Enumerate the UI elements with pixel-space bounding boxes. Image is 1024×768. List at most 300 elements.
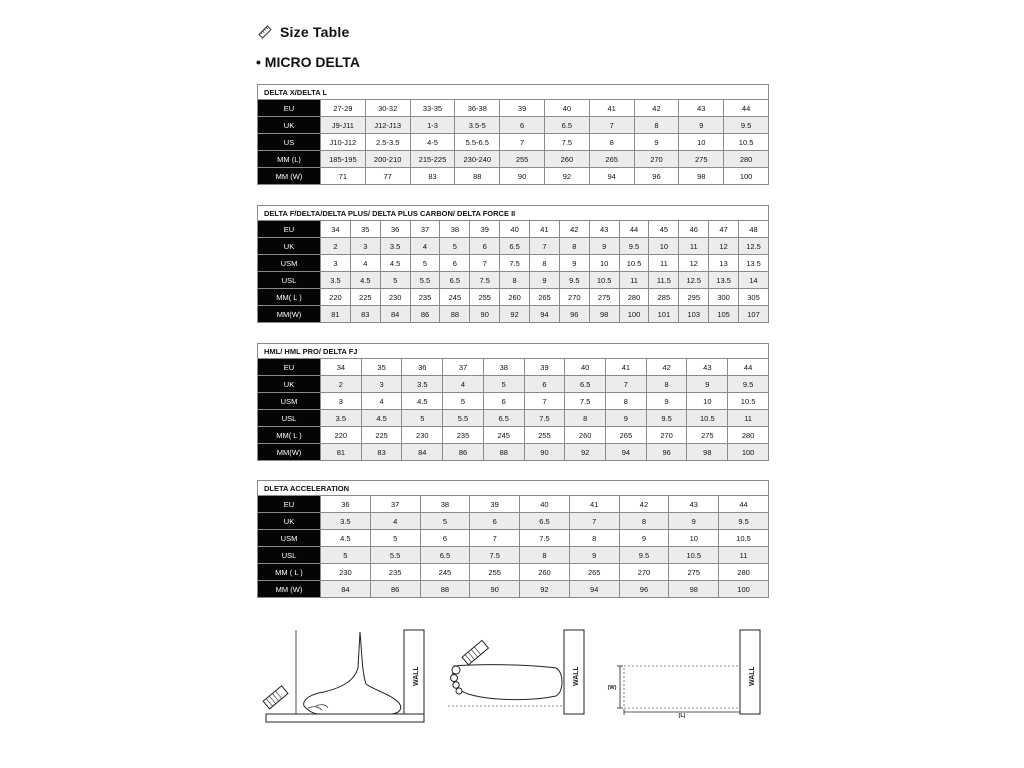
table-cell: 11 bbox=[649, 255, 679, 272]
table-cell: 100 bbox=[719, 581, 769, 598]
table-cell: 34 bbox=[321, 359, 362, 376]
table-cell: 11 bbox=[728, 410, 769, 427]
table-cell: 86 bbox=[410, 306, 440, 323]
table-cell: 36 bbox=[321, 496, 371, 513]
table-cell: 7.5 bbox=[470, 547, 520, 564]
table-cell: J12-J13 bbox=[365, 117, 410, 134]
table-cell: 13.5 bbox=[709, 272, 739, 289]
table-cell: 10.5 bbox=[687, 410, 728, 427]
table-row bbox=[258, 117, 769, 134]
table-cell: 94 bbox=[589, 168, 634, 185]
table-cell: 10.5 bbox=[669, 547, 719, 564]
table-cell: 7 bbox=[530, 238, 560, 255]
table-cell: 84 bbox=[321, 581, 371, 598]
table-caption: DELTA X/DELTA L bbox=[258, 85, 769, 100]
table-row bbox=[258, 564, 769, 581]
table-cell: 100 bbox=[619, 306, 649, 323]
table-cell: 88 bbox=[455, 168, 500, 185]
table-cell: 44 bbox=[619, 221, 649, 238]
table-cell: 84 bbox=[380, 306, 410, 323]
table-cell: 90 bbox=[470, 581, 520, 598]
table-row bbox=[258, 496, 769, 513]
table-row bbox=[258, 359, 769, 376]
table-cell: 8 bbox=[569, 530, 619, 547]
table-row bbox=[258, 306, 769, 323]
table-cell: 260 bbox=[565, 427, 606, 444]
row-label: MM ( L ) bbox=[258, 564, 321, 581]
table-cell: 90 bbox=[500, 168, 545, 185]
table-cell: 6 bbox=[470, 238, 500, 255]
side-view-diagram bbox=[263, 630, 424, 722]
table-cell: 4 bbox=[410, 238, 440, 255]
table-cell: 36-38 bbox=[455, 100, 500, 117]
table-cell: 47 bbox=[709, 221, 739, 238]
table-cell: 12 bbox=[679, 255, 709, 272]
table-row bbox=[258, 151, 769, 168]
table-cell: 39 bbox=[524, 359, 565, 376]
row-label: UK bbox=[258, 376, 321, 393]
wall-label-3: WALL bbox=[749, 666, 756, 686]
table-cell: 6 bbox=[470, 513, 520, 530]
table-cell: 10.5 bbox=[619, 255, 649, 272]
table-cell: 245 bbox=[483, 427, 524, 444]
size-table-delta-f bbox=[257, 205, 769, 323]
row-label: USL bbox=[258, 272, 321, 289]
table-cell: 260 bbox=[520, 564, 570, 581]
row-label: UK bbox=[258, 513, 321, 530]
table-cell: 5 bbox=[380, 272, 410, 289]
table-cell: 4 bbox=[370, 513, 420, 530]
table-cell: 285 bbox=[649, 289, 679, 306]
title-row bbox=[258, 24, 349, 40]
table-cell: 9 bbox=[589, 238, 619, 255]
table-cell: 235 bbox=[410, 289, 440, 306]
table-cell: 225 bbox=[350, 289, 380, 306]
table-cell: 235 bbox=[443, 427, 484, 444]
table-cell: 7 bbox=[470, 530, 520, 547]
table-cell: 6 bbox=[440, 255, 470, 272]
table-cell: 8 bbox=[646, 376, 687, 393]
table-cell: 260 bbox=[500, 289, 530, 306]
table-cell: 270 bbox=[559, 289, 589, 306]
row-label: MM(W) bbox=[258, 444, 321, 461]
table-cell: 44 bbox=[728, 359, 769, 376]
table-cell: 83 bbox=[361, 444, 402, 461]
table-cell: 5 bbox=[440, 238, 470, 255]
table-cell: 3 bbox=[350, 238, 380, 255]
table-cell: 43 bbox=[669, 496, 719, 513]
table-cell: 5 bbox=[443, 393, 484, 410]
table-cell: 245 bbox=[440, 289, 470, 306]
table-cell: 27-29 bbox=[321, 100, 366, 117]
table-cell: 9 bbox=[679, 117, 724, 134]
table-cell: 280 bbox=[728, 427, 769, 444]
wall-label-1: WALL bbox=[413, 666, 420, 686]
table-cell: 88 bbox=[420, 581, 470, 598]
table-cell: 40 bbox=[520, 496, 570, 513]
size-table-hml bbox=[257, 343, 769, 461]
table-cell: 270 bbox=[634, 151, 679, 168]
table-cell: 4.5 bbox=[402, 393, 443, 410]
table-cell: 7 bbox=[524, 393, 565, 410]
table-cell: 5 bbox=[420, 513, 470, 530]
table-cell: 8 bbox=[589, 134, 634, 151]
table-cell: 7.5 bbox=[470, 272, 500, 289]
table-cell: J9-J11 bbox=[321, 117, 366, 134]
table-cell: 8 bbox=[634, 117, 679, 134]
table-cell: 5.5-6.5 bbox=[455, 134, 500, 151]
row-label: USL bbox=[258, 410, 321, 427]
table-cell: 88 bbox=[483, 444, 524, 461]
table-cell: 43 bbox=[687, 359, 728, 376]
table-cell: 13.5 bbox=[739, 255, 769, 272]
table-row bbox=[258, 410, 769, 427]
row-label: MM (L) bbox=[258, 151, 321, 168]
table-cell: 13 bbox=[709, 255, 739, 272]
table-cell: 7.5 bbox=[544, 134, 589, 151]
row-label: US bbox=[258, 134, 321, 151]
table-cell: 33-35 bbox=[410, 100, 455, 117]
table-cell: 37 bbox=[443, 359, 484, 376]
table-cell: 6 bbox=[524, 376, 565, 393]
table-cell: 42 bbox=[646, 359, 687, 376]
table-cell: 3.5 bbox=[402, 376, 443, 393]
measurement-diagrams bbox=[258, 624, 770, 730]
table-cell: 94 bbox=[606, 444, 647, 461]
table-cell: 81 bbox=[321, 306, 351, 323]
table-cell: 10 bbox=[649, 238, 679, 255]
table-cell: 86 bbox=[443, 444, 484, 461]
table-row bbox=[258, 100, 769, 117]
table-cell: 4.5 bbox=[350, 272, 380, 289]
table-cell: 34 bbox=[321, 221, 351, 238]
table-cell: 92 bbox=[544, 168, 589, 185]
page-title: Size Table bbox=[280, 24, 350, 40]
table-cell: 4.5 bbox=[380, 255, 410, 272]
row-label: MM( L ) bbox=[258, 427, 321, 444]
table-cell: 96 bbox=[559, 306, 589, 323]
table-cell: 1-3 bbox=[410, 117, 455, 134]
table-cell: 9.5 bbox=[728, 376, 769, 393]
table-cell: 275 bbox=[669, 564, 719, 581]
table-cell: 42 bbox=[619, 496, 669, 513]
table-cell: 260 bbox=[544, 151, 589, 168]
table-cell: 275 bbox=[589, 289, 619, 306]
table-cell: 6.5 bbox=[500, 238, 530, 255]
table-cell: 39 bbox=[470, 221, 500, 238]
table-cell: 11 bbox=[679, 238, 709, 255]
top-view-diagram bbox=[448, 630, 584, 714]
table-cell: 96 bbox=[646, 444, 687, 461]
table-cell: 38 bbox=[440, 221, 470, 238]
table-cell: 8 bbox=[530, 255, 560, 272]
table-cell: 41 bbox=[569, 496, 619, 513]
table-cell: 84 bbox=[402, 444, 443, 461]
table-cell: 9 bbox=[559, 255, 589, 272]
table-cell: 10.5 bbox=[589, 272, 619, 289]
table-cell: 98 bbox=[589, 306, 619, 323]
table-cell: 230-240 bbox=[455, 151, 500, 168]
table-cell: 3.5 bbox=[321, 272, 351, 289]
table-cell: 103 bbox=[679, 306, 709, 323]
table-cell: 81 bbox=[321, 444, 362, 461]
table-cell: 5 bbox=[321, 547, 371, 564]
table-cell: 230 bbox=[380, 289, 410, 306]
table-cell: 4 bbox=[350, 255, 380, 272]
table-cell: 3.5 bbox=[380, 238, 410, 255]
table-cell: 10 bbox=[589, 255, 619, 272]
measurement-outline-diagram bbox=[617, 630, 760, 715]
table-cell: 7 bbox=[606, 376, 647, 393]
table-cell: 9.5 bbox=[646, 410, 687, 427]
table-cell: 6 bbox=[500, 117, 545, 134]
table-cell: 6.5 bbox=[440, 272, 470, 289]
table-caption: HML/ HML PRO/ DELTA FJ bbox=[258, 344, 769, 359]
row-label: USM bbox=[258, 530, 321, 547]
table-cell: 230 bbox=[321, 564, 371, 581]
table-caption: DLETA ACCELERATION bbox=[258, 481, 769, 496]
table-cell: 9.5 bbox=[619, 547, 669, 564]
table-cell: 8 bbox=[500, 272, 530, 289]
table-cell: 90 bbox=[470, 306, 500, 323]
table-cell: 10.5 bbox=[724, 134, 769, 151]
table-row bbox=[258, 530, 769, 547]
table-cell: 4 bbox=[361, 393, 402, 410]
table-cell: 42 bbox=[634, 100, 679, 117]
table-cell: 9 bbox=[530, 272, 560, 289]
table-cell: 96 bbox=[619, 581, 669, 598]
table-cell: 220 bbox=[321, 289, 351, 306]
table-cell: 10 bbox=[687, 393, 728, 410]
table-row bbox=[258, 547, 769, 564]
row-label: EU bbox=[258, 496, 321, 513]
table-cell: 185-195 bbox=[321, 151, 366, 168]
table-cell: 8 bbox=[520, 547, 570, 564]
table-cell: 235 bbox=[370, 564, 420, 581]
table-cell: 255 bbox=[470, 289, 500, 306]
table-cell: 9 bbox=[646, 393, 687, 410]
table-cell: 100 bbox=[728, 444, 769, 461]
table-cell: 9.5 bbox=[619, 238, 649, 255]
ruler-icon bbox=[258, 25, 272, 39]
table-cell: 48 bbox=[739, 221, 769, 238]
table-cell: 8 bbox=[606, 393, 647, 410]
table-cell: 38 bbox=[420, 496, 470, 513]
table-row bbox=[258, 272, 769, 289]
table-cell: 9 bbox=[569, 547, 619, 564]
table-row bbox=[258, 581, 769, 598]
table-cell: 7.5 bbox=[520, 530, 570, 547]
table-cell: 7.5 bbox=[565, 393, 606, 410]
table-cell: 6.5 bbox=[544, 117, 589, 134]
table-cell: 101 bbox=[649, 306, 679, 323]
table-cell: 96 bbox=[634, 168, 679, 185]
table-cell: 4.5 bbox=[361, 410, 402, 427]
table-cell: 94 bbox=[530, 306, 560, 323]
table-cell: 43 bbox=[589, 221, 619, 238]
table-cell: 6.5 bbox=[520, 513, 570, 530]
table-cell: 255 bbox=[470, 564, 520, 581]
table-cell: 37 bbox=[370, 496, 420, 513]
row-label: USL bbox=[258, 547, 321, 564]
table-cell: 7.5 bbox=[500, 255, 530, 272]
table-cell: 215-225 bbox=[410, 151, 455, 168]
table-cell: 7.5 bbox=[524, 410, 565, 427]
table-cell: 3.5-5 bbox=[455, 117, 500, 134]
model-title: • MICRO DELTA bbox=[256, 54, 360, 70]
table-cell: 200-210 bbox=[365, 151, 410, 168]
table-cell: 92 bbox=[565, 444, 606, 461]
table-cell: 41 bbox=[589, 100, 634, 117]
table-cell: 86 bbox=[370, 581, 420, 598]
table-cell: 7 bbox=[589, 117, 634, 134]
length-label: (L) bbox=[678, 713, 686, 719]
table-cell: 3.5 bbox=[321, 410, 362, 427]
table-cell: J10-J12 bbox=[321, 134, 366, 151]
table-cell: 9 bbox=[606, 410, 647, 427]
table-cell: 98 bbox=[687, 444, 728, 461]
table-cell: 5.5 bbox=[370, 547, 420, 564]
size-table-acceleration bbox=[257, 480, 769, 598]
table-cell: 6 bbox=[483, 393, 524, 410]
table-cell: 5.5 bbox=[410, 272, 440, 289]
table-cell: 12.5 bbox=[679, 272, 709, 289]
table-cell: 14 bbox=[739, 272, 769, 289]
table-cell: 7 bbox=[500, 134, 545, 151]
table-cell: 35 bbox=[350, 221, 380, 238]
table-cell: 295 bbox=[679, 289, 709, 306]
table-cell: 280 bbox=[719, 564, 769, 581]
table-cell: 11 bbox=[619, 272, 649, 289]
table-cell: 280 bbox=[619, 289, 649, 306]
table-cell: 44 bbox=[719, 496, 769, 513]
table-cell: 305 bbox=[739, 289, 769, 306]
table-cell: 8 bbox=[565, 410, 606, 427]
table-cell: 4.5 bbox=[321, 530, 371, 547]
table-cell: 6 bbox=[420, 530, 470, 547]
table-cell: 6.5 bbox=[565, 376, 606, 393]
row-label: UK bbox=[258, 238, 321, 255]
table-cell: 265 bbox=[530, 289, 560, 306]
table-cell: 9.5 bbox=[724, 117, 769, 134]
table-cell: 39 bbox=[500, 100, 545, 117]
table-cell: 5.5 bbox=[443, 410, 484, 427]
table-cell: 40 bbox=[544, 100, 589, 117]
table-cell: 40 bbox=[500, 221, 530, 238]
table-cell: 45 bbox=[649, 221, 679, 238]
row-label: USM bbox=[258, 255, 321, 272]
table-cell: 12 bbox=[709, 238, 739, 255]
table-row bbox=[258, 393, 769, 410]
table-cell: 10.5 bbox=[728, 393, 769, 410]
table-cell: 270 bbox=[646, 427, 687, 444]
table-cell: 265 bbox=[569, 564, 619, 581]
table-cell: 107 bbox=[739, 306, 769, 323]
table-cell: 43 bbox=[679, 100, 724, 117]
table-cell: 35 bbox=[361, 359, 402, 376]
row-label: MM (W) bbox=[258, 581, 321, 598]
table-cell: 3 bbox=[321, 393, 362, 410]
table-cell: 10 bbox=[669, 530, 719, 547]
table-row bbox=[258, 444, 769, 461]
table-cell: 7 bbox=[569, 513, 619, 530]
table-cell: 5 bbox=[402, 410, 443, 427]
table-cell: 220 bbox=[321, 427, 362, 444]
table-cell: 90 bbox=[524, 444, 565, 461]
row-label: EU bbox=[258, 221, 321, 238]
table-cell: 7 bbox=[470, 255, 500, 272]
table-cell: 300 bbox=[709, 289, 739, 306]
table-cell: 265 bbox=[606, 427, 647, 444]
table-row bbox=[258, 238, 769, 255]
table-cell: 265 bbox=[589, 151, 634, 168]
table-cell: 37 bbox=[410, 221, 440, 238]
row-label: UK bbox=[258, 117, 321, 134]
table-cell: 3 bbox=[361, 376, 402, 393]
table-cell: 77 bbox=[365, 168, 410, 185]
width-label: (W) bbox=[607, 685, 617, 691]
table-cell: 30-32 bbox=[365, 100, 410, 117]
row-label: EU bbox=[258, 100, 321, 117]
table-cell: 5 bbox=[370, 530, 420, 547]
table-cell: 9 bbox=[634, 134, 679, 151]
table-cell: 5 bbox=[410, 255, 440, 272]
table-row bbox=[258, 513, 769, 530]
table-cell: 105 bbox=[709, 306, 739, 323]
table-cell: 225 bbox=[361, 427, 402, 444]
row-label: USM bbox=[258, 393, 321, 410]
row-label: MM( L ) bbox=[258, 289, 321, 306]
table-cell: 12.5 bbox=[739, 238, 769, 255]
table-cell: 9 bbox=[669, 513, 719, 530]
table-cell: 36 bbox=[402, 359, 443, 376]
table-cell: 3 bbox=[321, 255, 351, 272]
table-row bbox=[258, 255, 769, 272]
table-cell: 4-5 bbox=[410, 134, 455, 151]
table-row bbox=[258, 168, 769, 185]
table-cell: 2.5-3.5 bbox=[365, 134, 410, 151]
table-cell: 88 bbox=[440, 306, 470, 323]
table-cell: 255 bbox=[500, 151, 545, 168]
table-cell: 4 bbox=[443, 376, 484, 393]
table-cell: 2 bbox=[321, 238, 351, 255]
table-cell: 92 bbox=[500, 306, 530, 323]
table-cell: 280 bbox=[724, 151, 769, 168]
table-cell: 5 bbox=[483, 376, 524, 393]
table-cell: 39 bbox=[470, 496, 520, 513]
table-cell: 94 bbox=[569, 581, 619, 598]
table-cell: 46 bbox=[679, 221, 709, 238]
row-label: MM(W) bbox=[258, 306, 321, 323]
table-cell: 245 bbox=[420, 564, 470, 581]
table-cell: 40 bbox=[565, 359, 606, 376]
table-row bbox=[258, 376, 769, 393]
table-cell: 8 bbox=[619, 513, 669, 530]
table-cell: 44 bbox=[724, 100, 769, 117]
table-cell: 83 bbox=[410, 168, 455, 185]
table-cell: 36 bbox=[380, 221, 410, 238]
table-cell: 9 bbox=[687, 376, 728, 393]
table-cell: 11 bbox=[719, 547, 769, 564]
table-cell: 41 bbox=[606, 359, 647, 376]
table-cell: 83 bbox=[350, 306, 380, 323]
table-cell: 9.5 bbox=[719, 513, 769, 530]
table-cell: 8 bbox=[559, 238, 589, 255]
table-cell: 9.5 bbox=[559, 272, 589, 289]
table-cell: 270 bbox=[619, 564, 669, 581]
table-caption: DELTA F/DELTA/DELTA PLUS/ DELTA PLUS CARBON/ DELTA FORCE II bbox=[258, 206, 769, 221]
table-cell: 41 bbox=[530, 221, 560, 238]
